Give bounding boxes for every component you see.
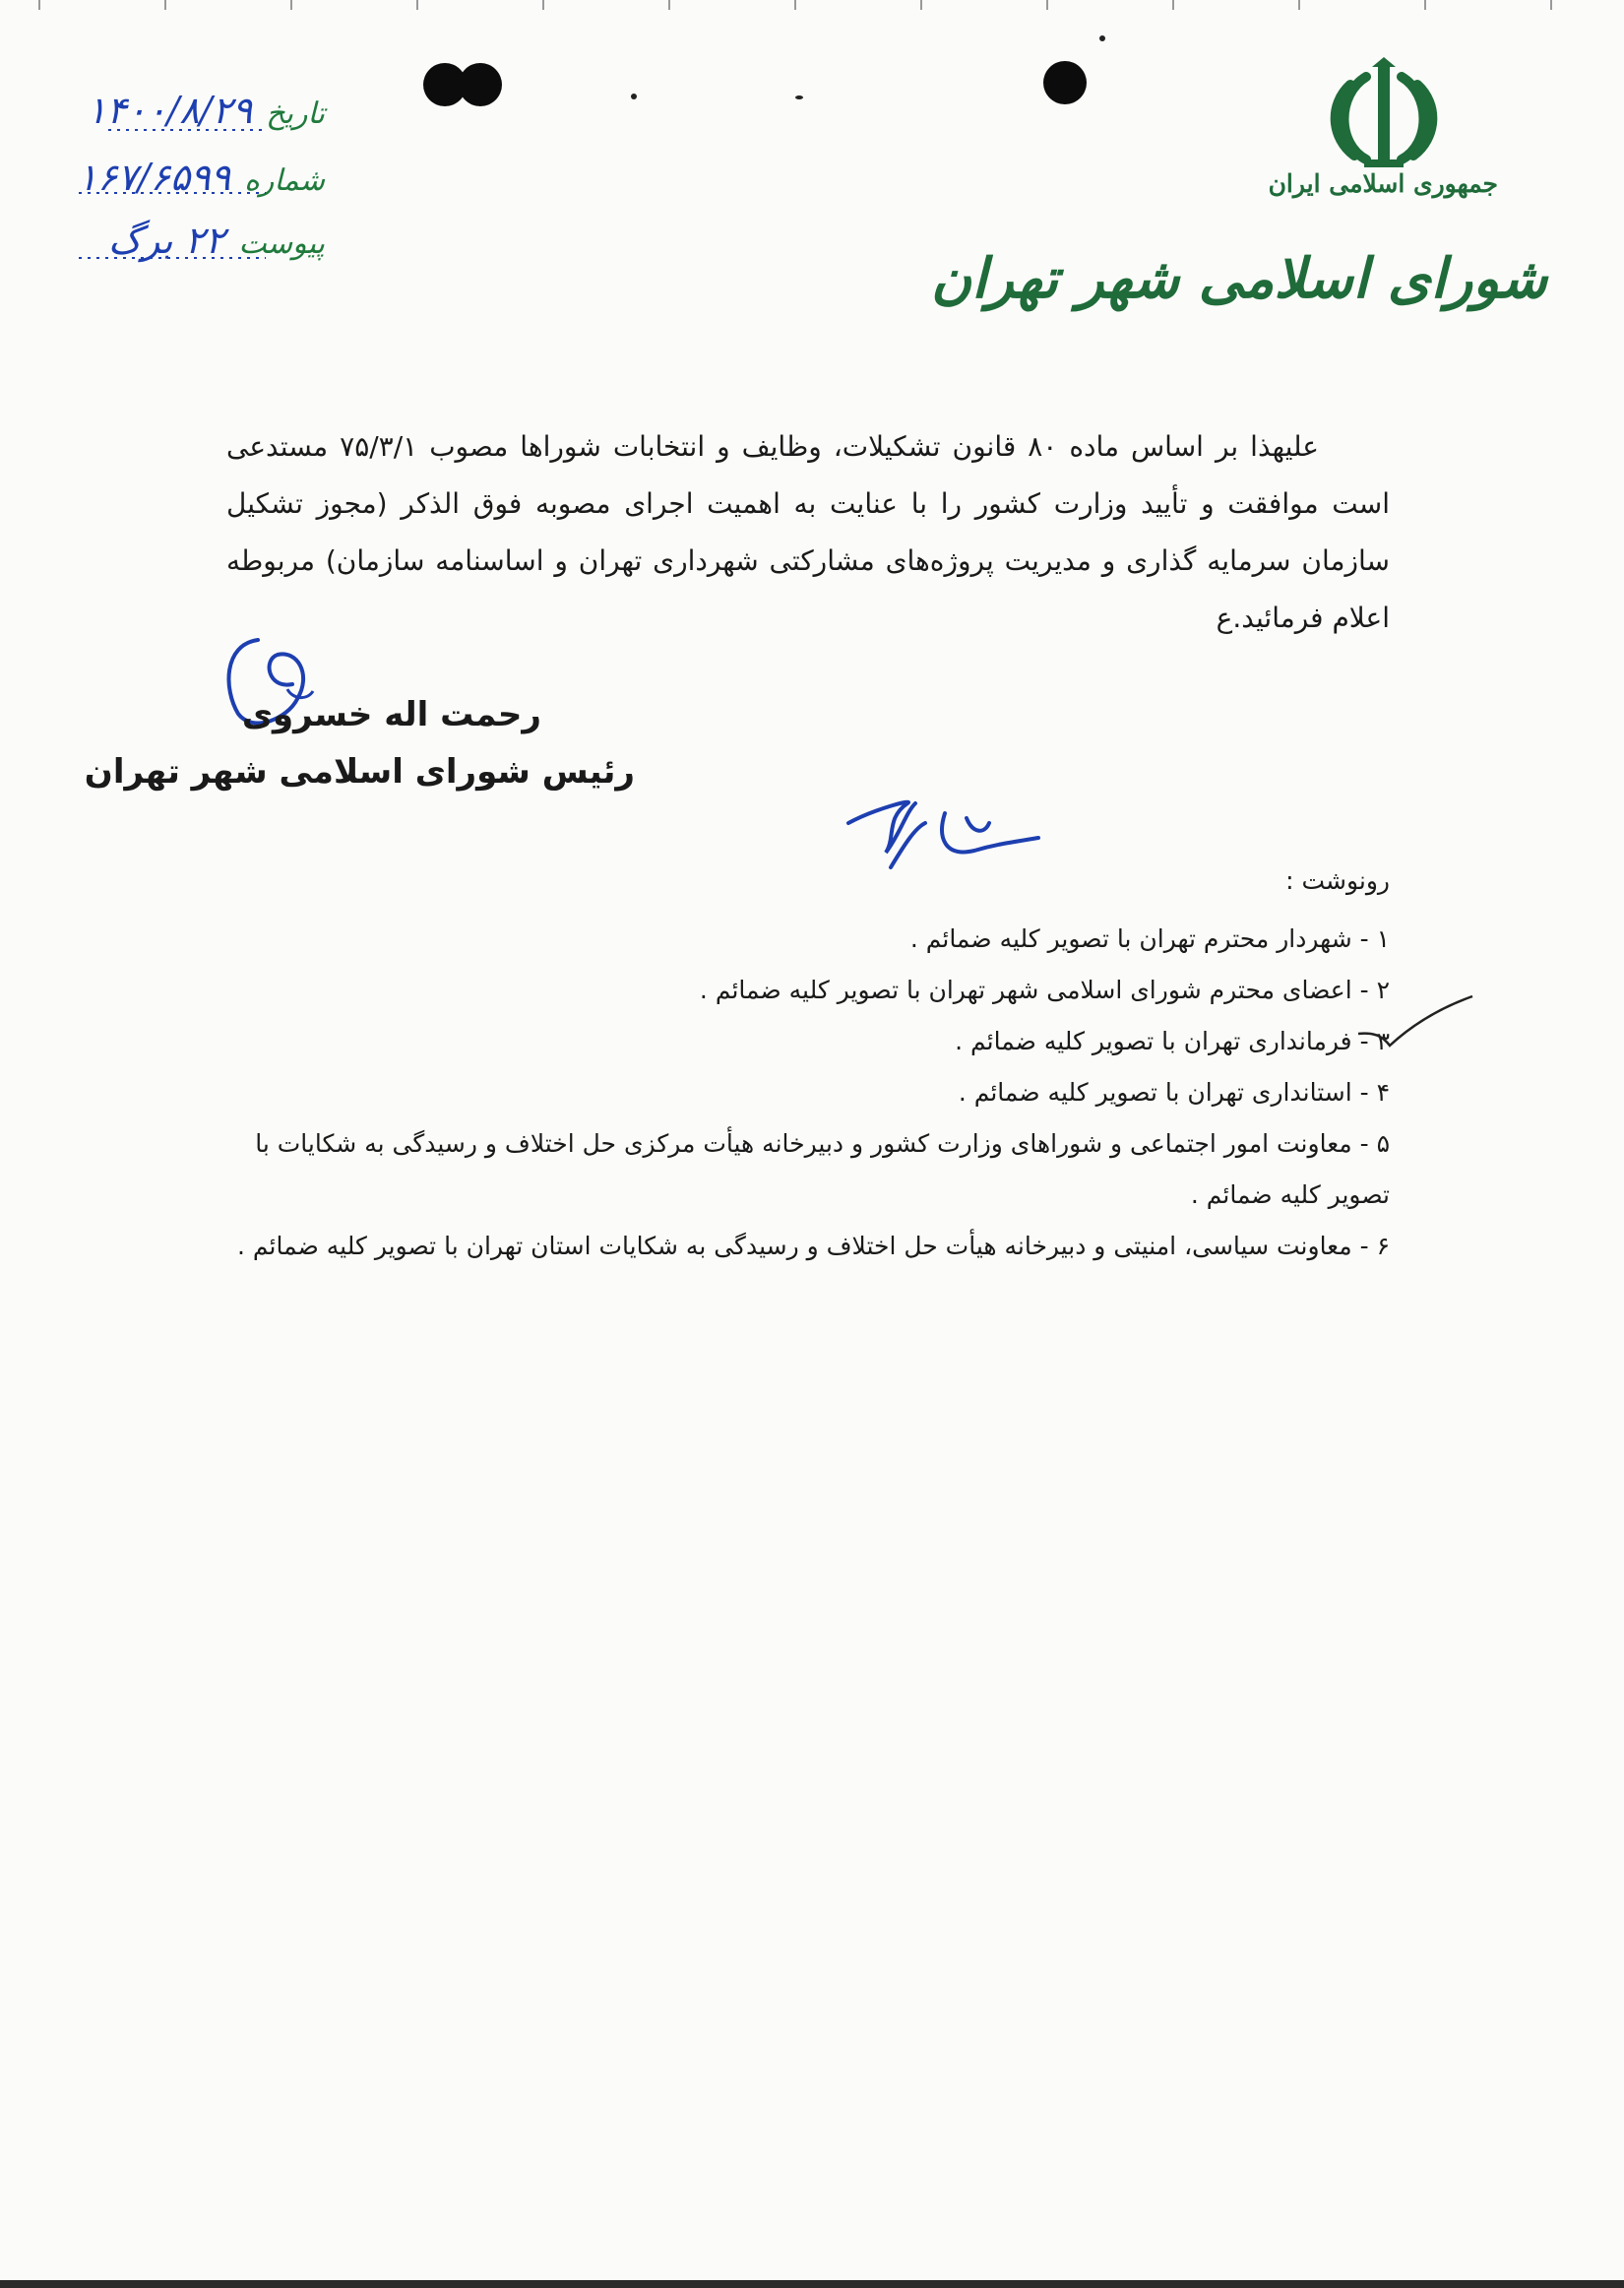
dotted-underline — [69, 0, 335, 276]
punch-hole — [459, 63, 502, 106]
cc-item: ۲ - اعضای محترم شورای اسلامی شهر تهران با تصویر کلیه ضمائم . — [699, 976, 1390, 1004]
punch-hole — [1043, 61, 1087, 104]
cc-heading: رونوشت : — [1285, 866, 1390, 895]
date-value: ۱۴۰۰/۸/۲۹ — [86, 89, 253, 132]
check-mark-icon — [1356, 992, 1474, 1051]
number-label: شماره — [244, 163, 325, 198]
letter-body — [226, 418, 1390, 647]
cc-item: ۳ - فرمانداری تهران با تصویر کلیه ضمائم . — [955, 1027, 1390, 1055]
attachment-label: پیوست — [238, 226, 325, 261]
signatory-name: رحمت اله خسروی — [241, 695, 541, 734]
scan-speck — [631, 94, 637, 99]
signatory-title: رئیس شورای اسلامی شهر تهران — [84, 752, 635, 792]
scan-bottom-edge — [0, 2276, 1624, 2288]
date-label: تاریخ — [266, 96, 325, 131]
scan-speck — [1099, 35, 1105, 41]
cc-item: ۶ - معاونت سیاسی، امنیتی و دبیرخانه هیأت حل اختلاف و رسیدگی به شکایات استان تهران با تصویر کلیه ضمائم . — [237, 1232, 1390, 1260]
republic-label: جمهوری اسلامی ایران — [1268, 169, 1498, 198]
cc-item: ۵ - معاونت امور اجتماعی و شوراهای وزارت کشور و دبیرخانه هیأت مرکزی حل اختلاف و رسیدگی به شکایات با تصویر کلیه ضمائم . — [255, 1129, 1390, 1209]
signature-mark — [846, 784, 1043, 882]
body-paragraph: علیهذا بر اساس ماده ۸۰ قانون تشکیلات، وظایف و انتخابات شوراها مصوب ۷۵/۳/۱ مستدعی است موافقت و تأیید وزارت کشور را با عنایت به اهمیت اجرای مصوبه فوق الذکر (مجوز تشکیل سازمان سرمایه گذاری و مدیریت پروژه‌های مشارکتی شهرداری تهران و اساسنامه سازمان) مربوطه اعلام فرمائید.ع — [226, 430, 1390, 634]
cc-item: ۴ - استانداری تهران با تصویر کلیه ضمائم . — [958, 1078, 1390, 1107]
scan-speck — [795, 95, 803, 99]
cc-list — [226, 914, 1390, 1272]
cc-item: ۱ - شهردار محترم تهران با تصویر کلیه ضمائم . — [909, 924, 1390, 953]
attachment-value: ۲۲ برگ — [108, 219, 225, 262]
council-name: شورای اسلامی شهر تهران — [931, 246, 1547, 311]
iran-emblem-icon — [1315, 57, 1453, 175]
number-value: ۱۶۷/۶۵۹۹ — [77, 156, 231, 199]
